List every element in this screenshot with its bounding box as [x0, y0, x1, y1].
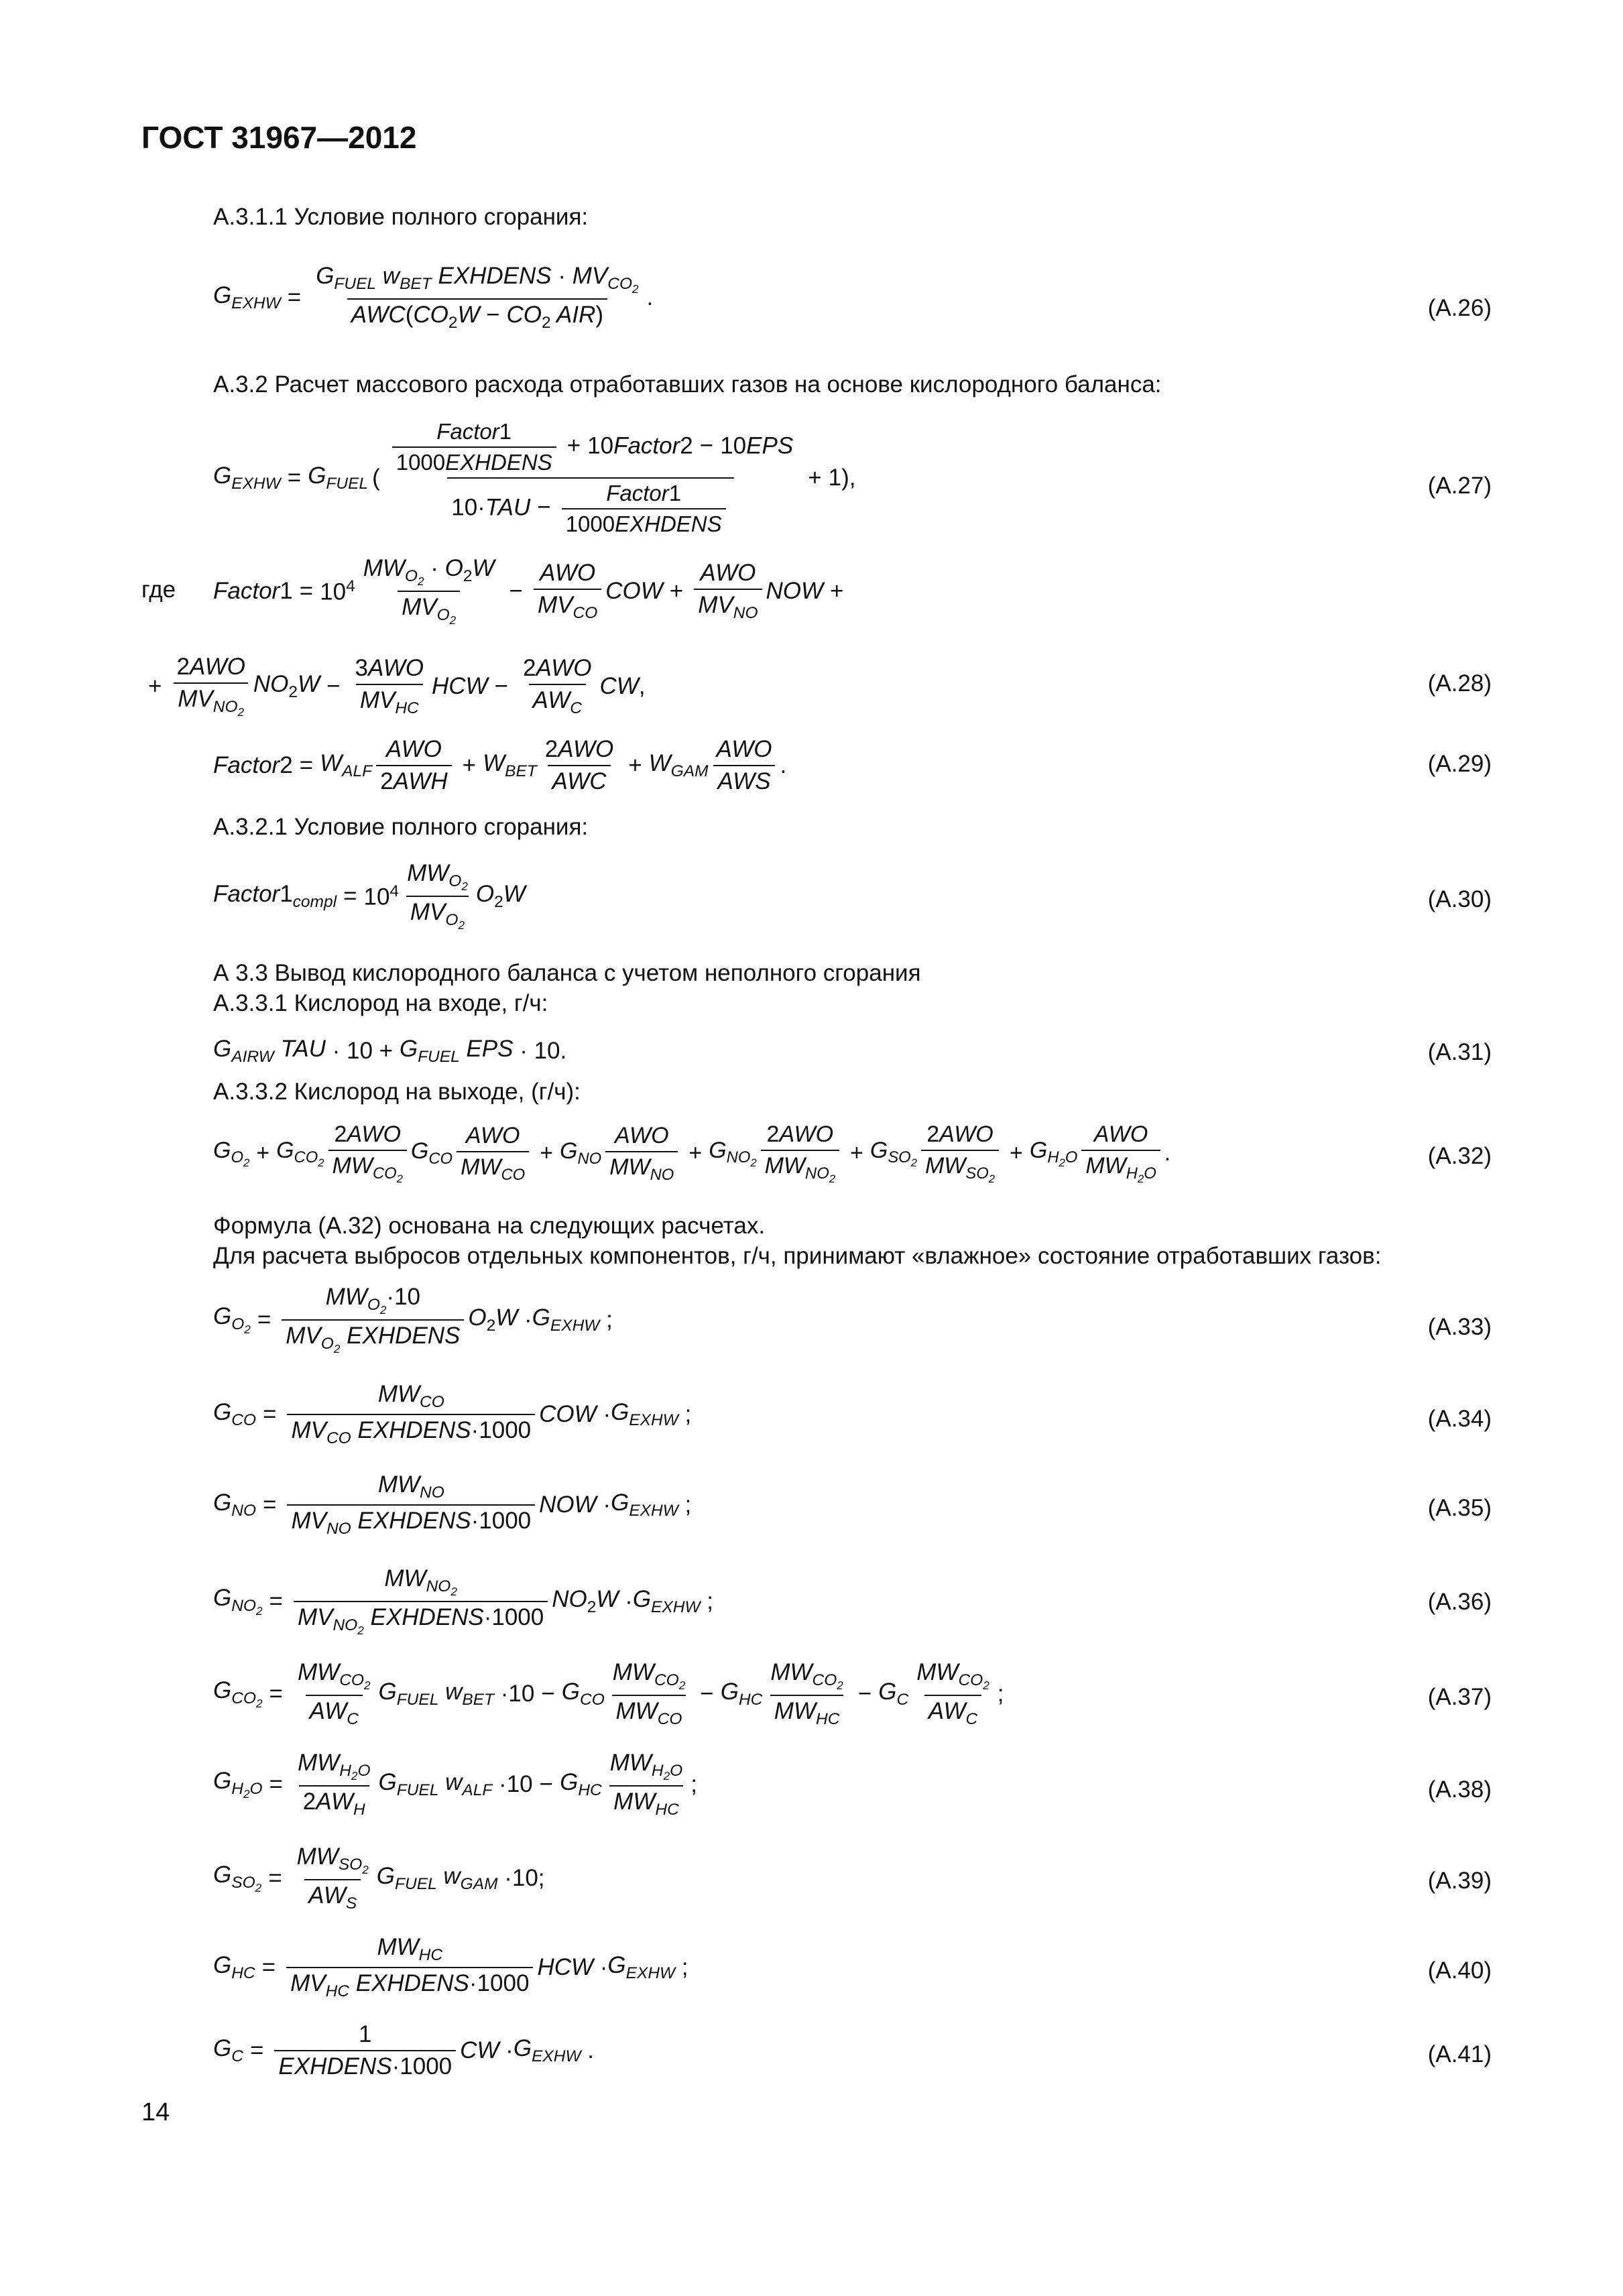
formula-a36: $G_{NO_2}$ = $MW_{NO_2}$ $MV_{NO_2}$ EXHDENS·1000 $NO_2W$ · $G_{EXHW}$ ; [213, 1565, 714, 1637]
paragraph-basis: Формула (А.32) основана на следующих расчетах. [213, 1213, 766, 1239]
paragraph-a3-2: А.3.2 Расчет массового расхода отработавших газов на основе кислородного баланса: [213, 371, 1162, 398]
paragraph-a3-3-1: А.3.3.1 Кислород на входе, г/ч: [213, 990, 548, 1016]
formula-a39: $G_{SO_2}$ = $MW_{SO_2}$ $AW_S$ $G_{FUEL}$ $w_{GAM}$ ·10; [213, 1844, 545, 1913]
where-label: где [141, 577, 176, 603]
paragraph-a3-3-2: А.3.3.2 Кислород на выходе, (г/ч): [213, 1079, 581, 1105]
formula-number-a32: (А.32) [1427, 1143, 1492, 1169]
formula-number-a29: (А.29) [1427, 751, 1492, 777]
paragraph-a3-2-1: А.3.2.1 Условие полного сгорания: [213, 814, 589, 840]
formula-a31: $G_{AIRW}$ TAU · 10 + $G_{FUEL}$ EPS · 10. [213, 1036, 567, 1066]
formula-a27: $G_{EXHW}$ = $G_{FUEL}$ ( Factor1 1000EXHDENS + 10Factor2 − 10EPS 10·TAU − Factor1 1000EXHDENS + 1), [213, 419, 856, 536]
page-number: 14 [141, 2098, 170, 2126]
formula-number-a36: (А.36) [1427, 1589, 1492, 1615]
formula-number-a27: (А.27) [1427, 473, 1492, 499]
paragraph-a3-1-1: А.3.1.1 Условие полного сгорания: [213, 204, 589, 230]
formula-a26: $G_{EXHW}$ = $G_{FUEL}$ $w_{BET}$ EXHDENS · $MV_{CO_2}$ $AWC(CO_2W - CO_2$ AIR) . [213, 263, 654, 332]
formula-number-a28: (А.28) [1427, 670, 1492, 697]
formula-a32: $G_{O_2}$ + $G_{CO_2}$ 2AWO $MW_{CO_2}$ $G_{CO}$ AWO $MW_{CO}$ + $G_{NO}$ AWO $MW_{NO}$ + $G_{NO_2}$ 2AWO $MW_{NO_2}$ + $G_{SO_2}$ 2AWO $MW_{SO_2}$ + $G_{H_2O}$ AWO $MW_{H_2O}$ . [213, 1122, 1171, 1185]
formula-a35: $G_{NO}$ = $MW_{NO}$ $MV_{NO}$ EXHDENS·1000 NOW · $G_{EXHW}$ ; [213, 1471, 692, 1538]
formula-a37: $G_{CO_2}$ = $MW_{CO_2}$ $AW_C$ $G_{FUEL}$ $w_{BET}$ ·10 − $G_{CO}$ $MW_{CO_2}$ $MW_{CO}$ − $G_{HC}$ $MW_{CO_2}$ $MW_{HC}$ − $G_C$ $MW_{CO_2}$ $AW_C$ ; [213, 1659, 1004, 1728]
formula-number-a31: (А.31) [1427, 1039, 1492, 1065]
formula-number-a35: (А.35) [1427, 1495, 1492, 1521]
formula-a40: $G_{HC}$ = $MW_{HC}$ $MV_{HC}$ EXHDENS·1000 HCW · $G_{EXHW}$ ; [213, 1934, 688, 2000]
formula-number-a30: (А.30) [1427, 886, 1492, 912]
formula-a29: Factor2 = $W_{ALF}$ AWO 2AWH + $W_{BET}$ 2AWO AWC + $W_{GAM}$ AWO AWS . [213, 736, 787, 794]
formula-number-a33: (А.33) [1427, 1314, 1492, 1340]
formula-number-a34: (А.34) [1427, 1406, 1492, 1432]
formula-a30: $Factor1_{compl}$ = $10^4$ $MW_{O_2}$ $MV_{O_2}$ $O_2W$ [213, 860, 526, 932]
formula-number-a39: (А.39) [1427, 1868, 1492, 1894]
formula-a33: $G_{O_2}$ = $MW_{O_2}\cdot 10$ $MV_{O_2}$ EXHDENS $O_2W$ · $G_{EXHW}$ ; [213, 1284, 613, 1355]
formula-number-a26: (А.26) [1427, 295, 1492, 321]
formula-number-a41: (А.41) [1427, 2041, 1492, 2067]
formula-a28-line2: + 2AWO $MV_{NO_2}$ $NO_2W$ − 3AWO $MV_{HC}$ HCW − 2AWO $AW_C$ CW , [148, 654, 646, 719]
formula-a38: $G_{H_2O}$ = $MW_{H_2O}$ $2AW_H$ $G_{FUEL}$ $w_{ALF}$ ·10 − $G_{HC}$ $MW_{H_2O}$ $MW_{HC}$ ; [213, 1750, 697, 1819]
formula-a34: $G_{CO}$ = $MW_{CO}$ $MV_{CO}$ EXHDENS·1000 COW · $G_{EXHW}$ ; [213, 1381, 692, 1447]
formula-a28-line1: Factor1 = $10^4$ $MW_{O_2} \cdot O_2W$ $MV_{O_2}$ − AWO $MV_{CO}$ COW + AWO $MV_{NO}$ NOW + [213, 555, 844, 627]
formula-number-a40: (А.40) [1427, 1957, 1492, 1984]
formula-number-a37: (А.37) [1427, 1684, 1492, 1710]
paragraph-a3-3: А 3.3 Вывод кислородного баланса с учетом неполного сгорания [213, 960, 921, 986]
formula-number-a38: (А.38) [1427, 1776, 1492, 1803]
document-header: ГОСТ 31967—2012 [141, 120, 417, 155]
paragraph-emissions: Для расчета выбросов отдельных компонентов, г/ч, принимают «влажное» состояние отработавших газов: [213, 1243, 1382, 1269]
formula-a41: $G_C$ = 1 EXHDENS·1000 CW · $G_{EXHW}$ . [213, 2021, 595, 2079]
